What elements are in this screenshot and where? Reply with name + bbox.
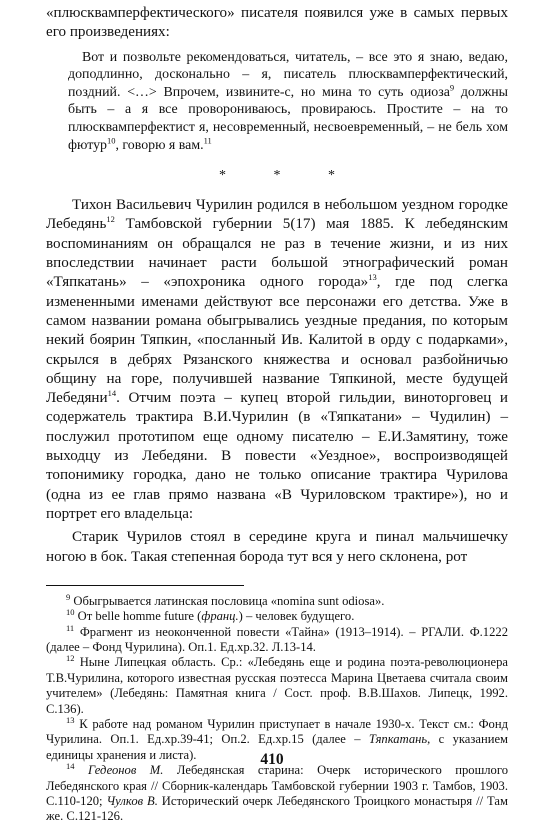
footnote-number: 12 (66, 653, 75, 664)
footnote-10 (46, 609, 508, 624)
page-number: 410 (260, 751, 284, 768)
footnote-number: 14 (66, 761, 75, 772)
footnote-number: 10 (66, 607, 75, 618)
citation-quote: Старик Чурилов стоял в середине круга и пинал мальчишечку ногою в бок. Такая степенная борода тут вся у него склонена, рот (46, 529, 508, 565)
footnote-text: Исторический очерк Лебедянского Троицкого монастыря // Там же. С.121-126. (46, 794, 508, 824)
footnote-ref-14[interactable]: 14 (107, 388, 117, 399)
main-text-1: Тихон Васильевич Чурилин родился в небольшом уездном городке Лебедянь (46, 197, 508, 233)
footnote-text: ) – человек будущего. (238, 609, 355, 624)
footnote-number: 9 (66, 591, 71, 602)
main-text-2: Тамбовской губернии 5(17) мая 1885. К лебедянским воспоминаниям он обращался не раз в течение жизни, и из них впоследствии начинает расти большой этнографический роман «Тяпкатань» – «эпохроника одного города» (46, 216, 508, 291)
footnote-italic: Гедеонов М. (87, 763, 164, 778)
footnote-text: Фрагмент из неоконченной повести «Тайна» (1913–1914). – РГАЛИ. Ф.1222 (далее – Фонд Чурилина). Оп.1. Ед.хр.32. Л.13-14. (46, 624, 508, 655)
footnote-italic: Тяпкатань (368, 732, 428, 747)
footnote-text: Ныне Липецкая область. Ср.: «Лебедянь еще и родина поэта-революционера Т.В.Чурилина, которого известная русская поэтесса Марина Цветаева считала своим учителем» (Лебедянь: Памятная книга / Сост. проф. В.В.Шахов. Липецк, 1992. С.136). (46, 655, 508, 716)
footnote-number: 13 (66, 714, 75, 725)
footnote-italic: Чулков В. (106, 794, 158, 809)
footnote-text: Лебедянская старина: Очерк исторического прошлого Лебедянского края // Сборник-календарь Тамбовской губернии 1903 г. Тамбов, 1903. С.110-120; (46, 763, 508, 809)
page-body (46, 4, 508, 825)
footnote-ref-12[interactable]: 12 (106, 214, 115, 225)
footnote-ref-10[interactable]: 10 (106, 134, 116, 145)
footnote-11 (46, 622, 508, 656)
footnote-ref-11[interactable]: 11 (203, 134, 212, 145)
intro-paragraph: «плюсквамперфектического» писателя появился уже в самых первых его произведениях: (46, 5, 508, 41)
footnote-ref-13[interactable]: 13 (368, 272, 377, 283)
footnote-9 (46, 591, 508, 609)
quote-part-b: должны быть – а я все проворониваюсь, провираюсь. Простите – на то плюсквамперфектист я, несовременный, несвоевременный, – не бель хом фютур (68, 84, 508, 153)
main-text-3: , где под слегка измененными именами действуют все персонажи его детства. Уже в самом названии романа обыгрывались уездные предания, по которым некий боярин Тяпкин, «посланный Ив. Калитой в орду с подарками», скрылся в дебрях Рязанского княжества и основал разбойничью общину на горе, получившей название Тяпкиной, месте будущей Лебедяни (46, 274, 508, 407)
quote-part-c: , говорю я вам. (115, 137, 204, 153)
epigraph-quote (68, 49, 508, 155)
main-paragraph (46, 196, 508, 524)
quote-text (68, 49, 508, 155)
main-text-4: . Отчим поэта – купец второй гильдии, виноторговец и содержатель трактира В.И.Чурилин (в «Тяпкатани» – Чудилин) – послужил прототипом еще одному писателю – Е.И.Замятину, тоже выходцу из Лебедяни. В повести «Уездное», воспроизводящей топонимику городка, дано не только описание трактира Чурилова (одна из ее глав прямо названа «В Чуриловском трактире»), но и портрет его владельца: (46, 390, 508, 522)
footnote-divider (46, 585, 244, 586)
footnote-14 (46, 763, 508, 825)
quote-part-a: Вот и позвольте рекомендоваться, читатель, – все это я знаю, ведаю, доподлинно, досконально – я, писатель плюсквамперфектический, поздний. <…> Впрочем, извините-с, но мина то суть одиоза (68, 49, 508, 100)
footnote-italic: франц. (201, 609, 239, 624)
footnotes (46, 591, 509, 825)
footnote-text: Обыгрывается латинская пословица «nomina sunt odiosa». (73, 593, 385, 608)
footnote-text: , с указанием единицы хранения и листа). (46, 732, 509, 762)
footnote-number: 11 (66, 622, 75, 633)
footnote-12 (46, 655, 508, 717)
section-separator: * * * (219, 168, 357, 184)
footnote-text: К работе над романом Чурилин приступает в начале 1930-х. Текст см.: Фонд Чурилина. Оп.1. Ед.хр.39-41; Оп.2. Ед.хр.15 (далее – (46, 717, 508, 747)
footnote-text: От belle homme future ( (77, 609, 202, 624)
footnote-ref-9[interactable]: 9 (449, 82, 455, 93)
